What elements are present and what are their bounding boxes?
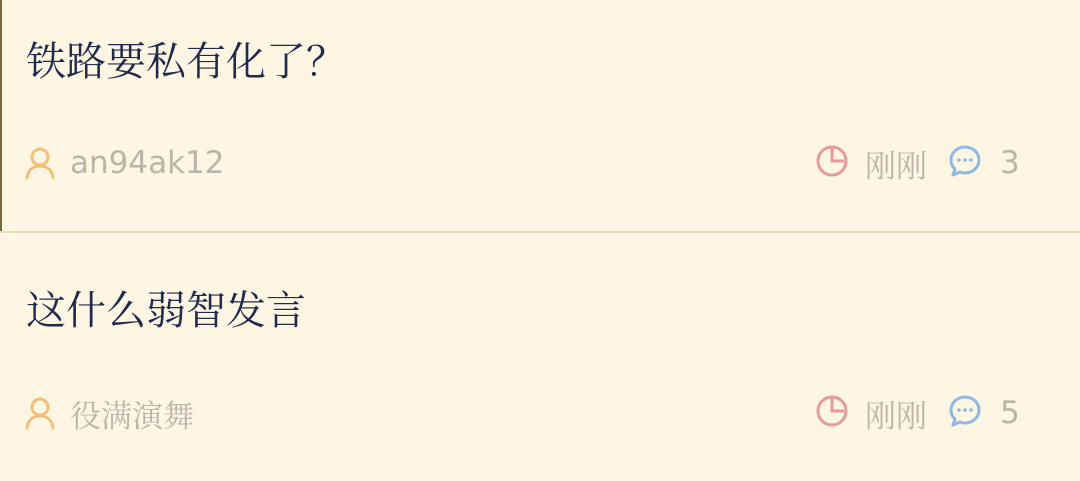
time-label: 刚刚 — [865, 398, 927, 435]
post-title[interactable]: 这什么弱智发言 — [26, 288, 306, 334]
person-icon — [24, 396, 56, 430]
time-label: 刚刚 — [865, 148, 927, 185]
post-time — [815, 141, 927, 185]
comment-count-group[interactable] — [948, 391, 1020, 435]
person-icon — [24, 146, 56, 180]
comment-bubble-icon — [948, 394, 982, 432]
clock-pie-icon — [815, 394, 849, 432]
post-time — [815, 391, 927, 435]
post-title[interactable]: 铁路要私有化了？ — [26, 39, 346, 85]
author-info[interactable] — [24, 391, 194, 435]
comment-bubble-icon — [948, 144, 982, 182]
post-meta — [0, 391, 1080, 435]
comment-count: 3 — [1000, 145, 1020, 181]
author-name: 役满演舞 — [70, 398, 194, 435]
author-name: an94ak12 — [70, 145, 225, 181]
post-list-item[interactable] — [0, 233, 1080, 481]
post-meta — [0, 141, 1080, 185]
comment-count-group[interactable] — [948, 141, 1020, 185]
post-list-item[interactable] — [0, 0, 1080, 232]
comment-count: 5 — [1000, 395, 1020, 431]
author-info[interactable] — [24, 141, 225, 185]
clock-pie-icon — [815, 144, 849, 182]
